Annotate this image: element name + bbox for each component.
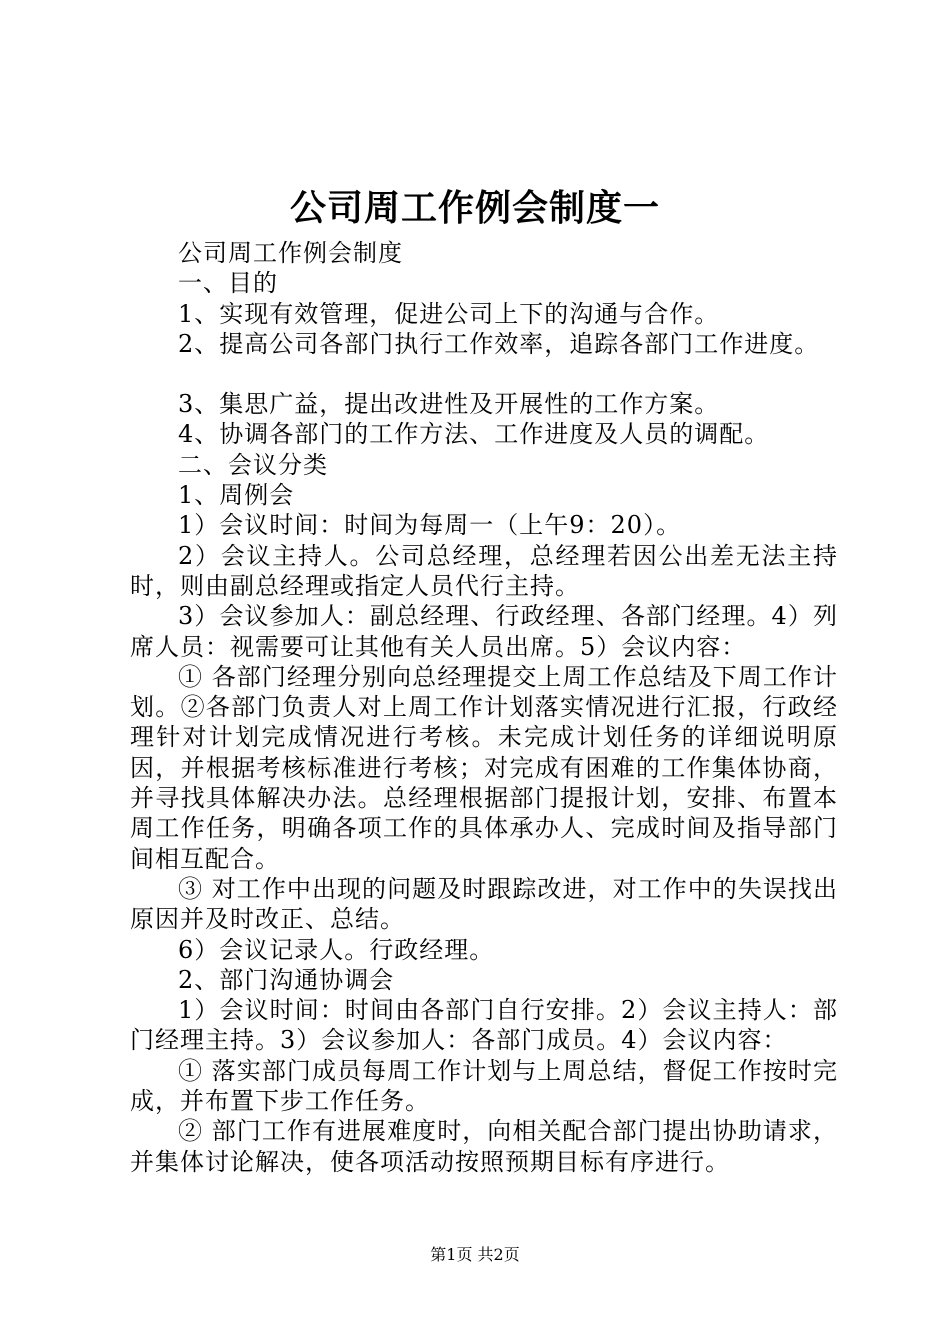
paragraph-weekly-host: 2）会议主持人。公司总经理，总经理若因公出差无法主持时，则由副总经理或指定人员代行主持。	[130, 541, 838, 600]
document-title: 公司周工作例会制度一	[289, 187, 660, 229]
paragraph-section-purpose: 一、目的	[178, 269, 278, 298]
paragraph-weekly-content-3: ③ 对工作中出现的问题及时跟踪改进，对工作中的失误找出原因并及时改正、总结。	[130, 874, 838, 934]
paragraph-subtitle: 公司周工作例会制度	[178, 239, 403, 267]
paragraph-weekly-attendees: 3）会议参加人：副总经理、行政经理、各部门经理。4）列席人员：视需要可让其他有关人员出席。5）会议内容：	[130, 602, 838, 661]
paragraph-dept-content-1: ① 落实部门成员每周工作计划与上周总结，督促工作按时完成，并布置下步工作任务。	[130, 1056, 838, 1116]
paragraph-weekly-content-1: ① 各部门经理分别向总经理提交上周工作总结及下周工作计划。②各部门负责人对上周工作计划落实情况进行汇报，行政经理针对计划完成情况进行考核。未完成计划任务的详细说明原因，并根据考核标准进行考核；对完成有困难的工作集体协商，并寻找具体解决办法。总经理根据部门提报计划，安排、布置本周工作任务，明确各项工作的具体承办人、完成时间及指导部门间相互配合。	[130, 662, 838, 873]
page-number-footer: 第1页 共2页	[430, 1245, 520, 1264]
paragraph-dept-details: 1）会议时间：时间由各部门自行安排。2）会议主持人：部门经理主持。3）会议参加人：各部门成员。4）会议内容：	[130, 996, 838, 1055]
paragraph-purpose-3: 3、集思广益，提出改进性及开展性的工作方案。	[178, 390, 720, 419]
paragraph-weekly-time: 1）会议时间：时间为每周一（上午9：20）。	[178, 511, 682, 540]
paragraph-purpose-2: 2、提高公司各部门执行工作效率，追踪各部门工作进度。	[178, 329, 820, 358]
paragraph-purpose-1: 1、实现有效管理，促进公司上下的沟通与合作。	[178, 299, 720, 328]
document-body	[130, 238, 838, 1177]
paragraph-weekly-meeting: 1、周例会	[178, 481, 295, 510]
paragraph-dept-content-2: ② 部门工作有进展难度时，向相关配合部门提出协助请求，并集体讨论解决，使各项活动按照预期目标有序进行。	[130, 1117, 838, 1176]
paragraph-purpose-4: 4、协调各部门的工作方法、工作进度及人员的调配。	[178, 420, 770, 449]
paragraph-section-classification: 二、会议分类	[178, 450, 328, 479]
paragraph-dept-meeting: 2、部门沟通协调会	[178, 965, 395, 994]
paragraph-weekly-recorder: 6）会议记录人。行政经理。	[178, 935, 495, 964]
